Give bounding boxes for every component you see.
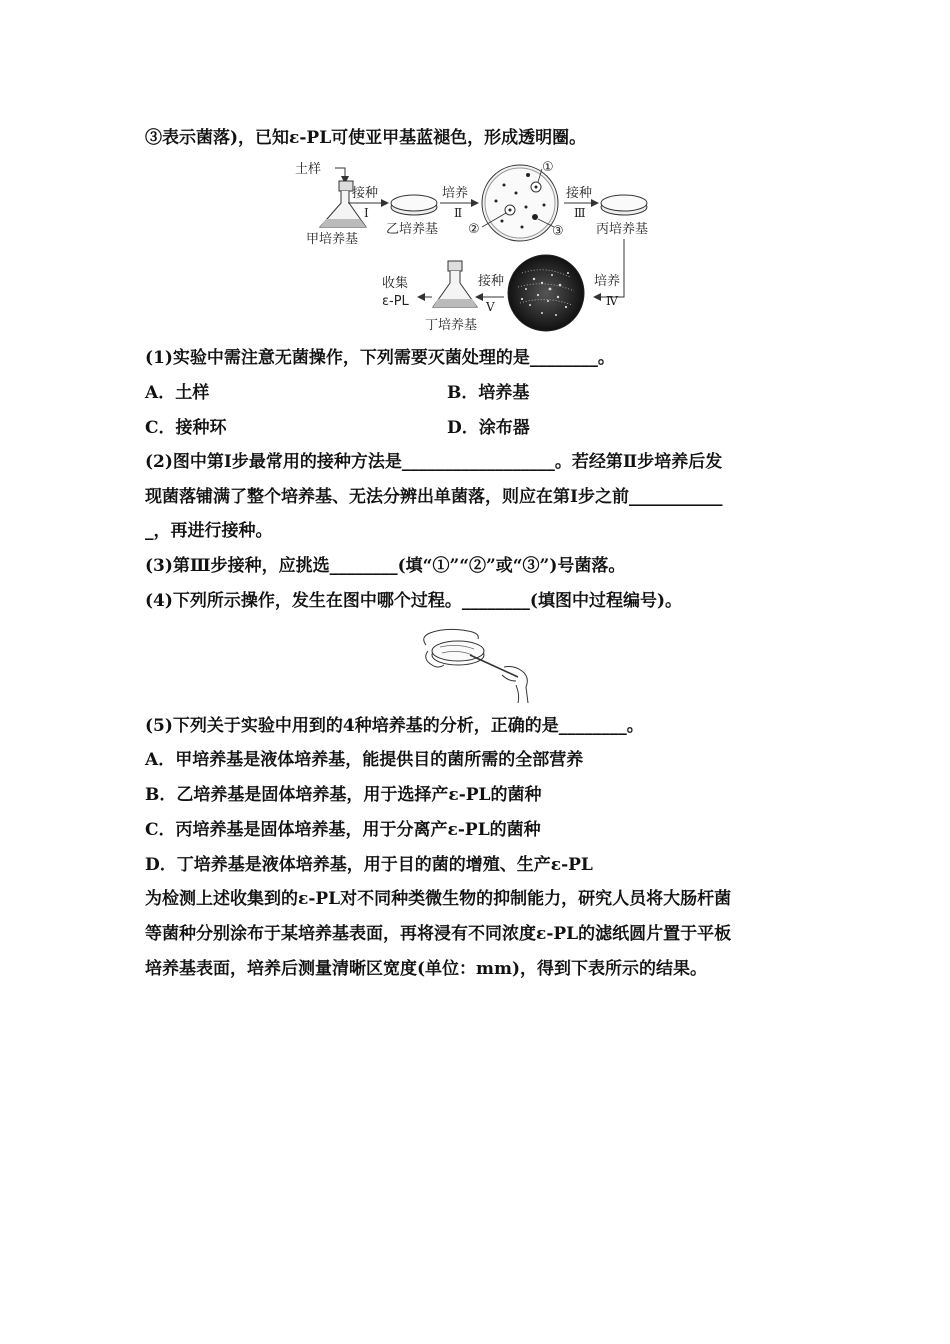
collect-label: 收集 bbox=[382, 276, 409, 291]
tail-line1: 为检测上述收集到的ε-PL对不同种类微生物的抑制能力，研究人员将大肠杆菌 bbox=[145, 889, 732, 909]
q1-option-c: C．接种环 bbox=[145, 418, 227, 438]
step3-label: Ⅲ bbox=[574, 206, 586, 220]
q3-text: (3)第Ⅲ步接种，应挑选________(填“①”“②”或“③”)号菌落。 bbox=[145, 556, 626, 576]
flask-ding-icon bbox=[433, 261, 477, 307]
arrow4-label: 培养 bbox=[594, 274, 621, 289]
tail-line2: 等菌种分别涂布于某培养基表面，再将浸有不同浓度ε-PL的滤纸圆片置于平板 bbox=[145, 924, 732, 944]
q1-stem: (1)实验中需注意无菌操作，下列需要灭菌处理的是________。 bbox=[145, 348, 615, 368]
q5-option-d: D．丁培养基是液体培养基，用于目的菌的增殖、生产ε-PL bbox=[145, 855, 593, 875]
q2-line1: (2)图中第Ⅰ步最常用的接种方法是__________________。若经第Ⅱ步培养后发 bbox=[145, 452, 723, 472]
q5-option-b: B．乙培养基是固体培养基，用于选择产ε-PL的菌种 bbox=[145, 785, 542, 805]
plate-yi-icon bbox=[391, 195, 437, 215]
q5-option-c: C．丙培养基是固体培养基，用于分离产ε-PL的菌种 bbox=[145, 820, 541, 840]
plate-bing-icon bbox=[601, 195, 647, 215]
process-diagram bbox=[290, 155, 670, 340]
q5-stem: (5)下列关于实验中用到的4种培养基的分析，正确的是________。 bbox=[145, 716, 644, 736]
q1-option-d: D．涂布器 bbox=[447, 418, 530, 438]
arrow2-label: 培养 bbox=[442, 186, 469, 201]
yi-medium-label: 乙培养基 bbox=[386, 222, 439, 237]
arrow1-label: 接种 bbox=[352, 186, 379, 201]
product-label: ε-PL bbox=[382, 294, 409, 309]
q2-line2: 现菌落铺满了整个培养基、无法分辨出单菌落，则应在第Ⅰ步之前___________ bbox=[145, 487, 723, 507]
soil-sample-label: 土样 bbox=[295, 162, 322, 177]
q1-option-b: B．培养基 bbox=[447, 383, 530, 403]
step2-label: Ⅱ bbox=[454, 206, 463, 220]
q2-line3: _，再进行接种。 bbox=[145, 521, 273, 541]
ding-medium-label: 丁培养基 bbox=[425, 318, 478, 333]
q5-option-a: A．甲培养基是液体培养基，能提供目的菌所需的全部营养 bbox=[145, 750, 584, 770]
q1-option-a: A．土样 bbox=[145, 383, 210, 403]
arrow3-label: 接种 bbox=[566, 186, 593, 201]
jia-medium-label: 甲培养基 bbox=[306, 232, 359, 247]
step5-label: Ⅴ bbox=[486, 300, 495, 314]
colony1-label: ① bbox=[542, 160, 554, 175]
colony3-label: ③ bbox=[552, 224, 564, 239]
colony-plate-icon bbox=[482, 165, 558, 241]
tail-line3: 培养基表面，培养后测量清晰区宽度(单位：mm)，得到下表所示的结果。 bbox=[145, 959, 708, 979]
q4-text: (4)下列所示操作，发生在图中哪个过程。________(填图中过程编号)。 bbox=[145, 591, 683, 611]
colony2-label: ② bbox=[468, 222, 480, 237]
streak-inoculation-illustration bbox=[418, 625, 533, 705]
dark-plate-photo bbox=[508, 255, 584, 331]
bing-medium-label: 丙培养基 bbox=[596, 222, 649, 237]
step1-label: Ⅰ bbox=[364, 206, 369, 220]
arrow5-label: 接种 bbox=[478, 274, 505, 289]
intro-text: ③表示菌落)，已知ε-PL可使亚甲基蓝褪色，形成透明圈。 bbox=[145, 128, 587, 148]
step4-label: Ⅳ bbox=[606, 294, 618, 308]
